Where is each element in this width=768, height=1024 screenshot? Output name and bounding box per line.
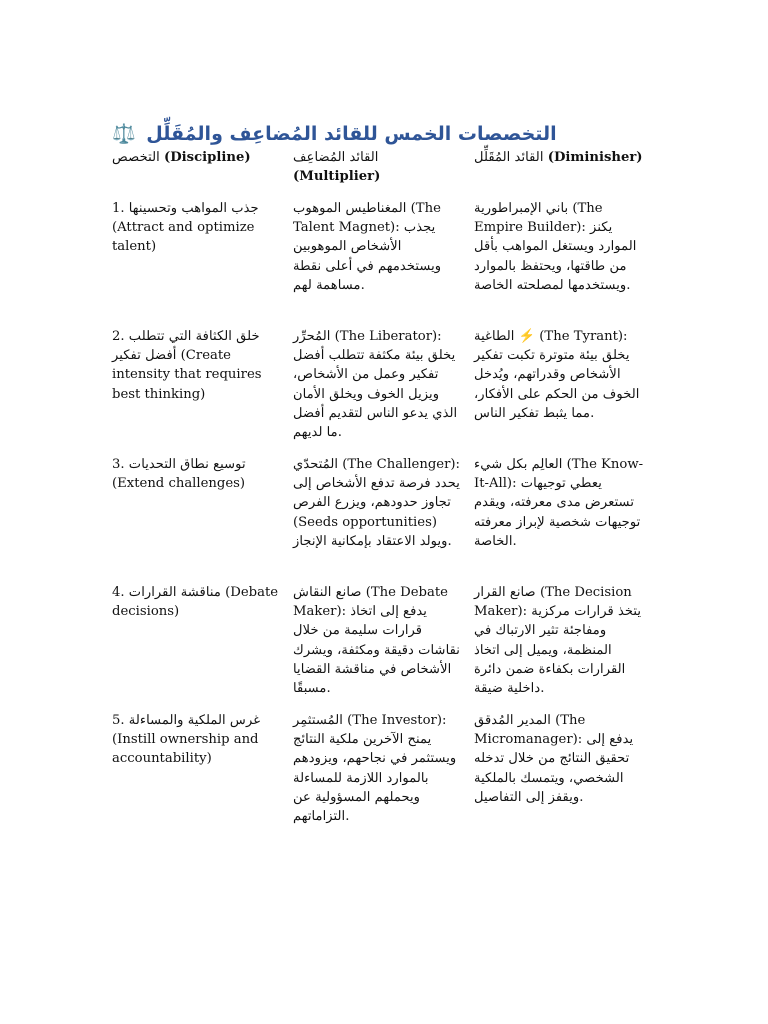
row-3-discipline: 3. توسيع نطاق التحديات (Extend challenges) <box>112 457 246 492</box>
row-1-multiplier: المغناطيس الموهوب (The Talent Magnet): يجذب الأشخاص الموهوبين ويستخدمهم في أعلى نقطة مساهمة لهم. <box>293 201 442 293</box>
row-4-multiplier: صانع النقاش (The Debate Maker): يدفع إلى اتخاذ قرارات سليمة من خلال نقاشات دقيقة ومكثفة، ويشرك الأشخاص في مناقشة القضايا مسبقًا. <box>293 585 460 697</box>
row-2-diminisher: الطاغية ⚡ (The Tyrant): يخلق بيئة متوترة تكبت تفكير الأشخاص وقدراتهم، ويُدخل الخوف من الحكم على الأفكار، مما يثبط تفكير الناس. <box>474 329 640 421</box>
header-discipline-ar: التخصص <box>112 150 160 165</box>
row-2-discipline: 2. خلق الكثافة التي تتطلب أفضل تفكير (Create intensity that requires best thinking) <box>112 329 262 402</box>
header-discipline-en: (Discipline) <box>163 150 251 165</box>
row-1-discipline: 1. جذب المواهب وتحسينها (Attract and optimize talent) <box>112 201 259 255</box>
row-5-diminisher: المدير المُدقق (The Micromanager): يدفع إلى تحقيق النتائج من خلال تدخله الشخصي، ويتمسك بالملكية ويقفز إلى التفاصيل. <box>474 713 634 805</box>
header-multiplier-ar: القائد المُضاعِف <box>293 150 379 165</box>
row-4-diminisher: صانع القرار (The Decision Maker): يتخذ قرارات مركزية ومفاجئة تثير الارتباك في المنظمة، ويميل إلى اتخاذ القرارات بكفاءة ضمن دائرة داخلية ضيقة. <box>474 585 642 697</box>
header-discipline <box>112 148 282 167</box>
scales-icon: ⚖️ <box>112 123 136 145</box>
row-3-multiplier: المُتحدّي (The Challenger): يحدد فرصة تدفع الأشخاص إلى تجاوز حدودهم، ويزرع الفرص (Seeds opportunities) ويولد الاعتقاد بإمكانية الإنجاز. <box>293 457 460 549</box>
title-text: التخصصات الخمس للقائد المُضاعِف والمُقَلِّل <box>146 123 557 145</box>
row-3-diminisher: العالِم بكل شيء (The Know-It-All): يعطي توجيهات تستعرض مدى معرفته، ويقدم توجيهات شخصية لإبراز معرفته الخاصة. <box>474 457 644 549</box>
row-1-diminisher: باني الإمبراطورية (The Empire Builder): يكنز الموارد ويستغل المواهب بأقل من طاقتها، ويحتفظ بالموارد ويستخدمها لمصلحته الخاصة. <box>474 201 637 293</box>
header-multiplier <box>293 148 463 186</box>
header-diminisher-ar: القائد المُقَلِّل <box>474 150 544 165</box>
header-diminisher <box>474 148 644 167</box>
row-4-discipline: 4. مناقشة القرارات (Debate decisions) <box>112 585 279 620</box>
row-5-discipline: 5. غرس الملكية والمساءلة (Instill ownership and accountability) <box>112 713 261 767</box>
row-2-multiplier: المُحرِّر (The Liberator): يخلق بيئة مكثفة تتطلب أفضل تفكير وعمل من الأشخاص، ويزيل الخوف ويخلق الأمان الذي يدعو الناس لتقديم أفضل ما لديهم. <box>293 329 458 441</box>
row-5-multiplier: المُستثمِر (The Investor): يمنح الآخرين ملكية النتائج ويستثمر في نجاحهم، ويزودهم بالموارد اللازمة للمساءلة ويحملهم المسؤولية عن التزاماتهم. <box>293 713 457 825</box>
document-title <box>112 122 632 145</box>
header-diminisher-en: (Diminisher) <box>547 150 643 165</box>
header-multiplier-en: (Multiplier) <box>293 169 381 185</box>
